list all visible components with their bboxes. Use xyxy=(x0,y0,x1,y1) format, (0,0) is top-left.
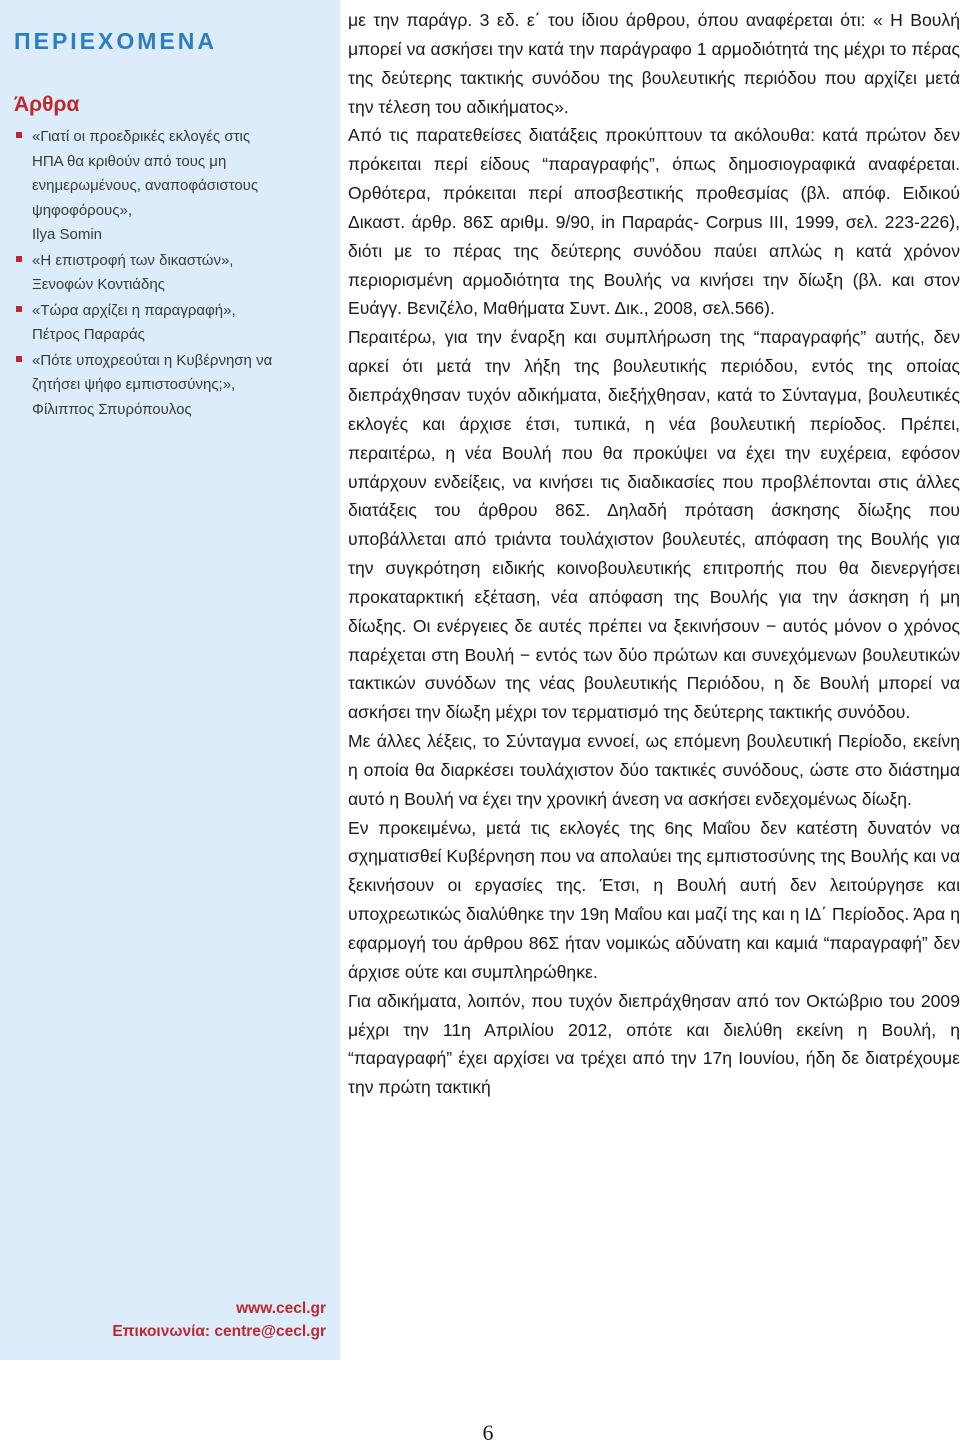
contact-email-link[interactable]: Επικοινωνία: centre@cecl.gr xyxy=(112,1323,326,1340)
article-body xyxy=(348,6,960,1102)
article-entry-spyropoulos[interactable] xyxy=(14,349,328,423)
article-title-line: «Γιατί οι προεδρικές εκλογές στις xyxy=(32,128,251,145)
article-title-line: «Η επιστροφή των δικαστών», xyxy=(32,251,234,269)
article-title-line: «Τώρα αρχίζει η παραγραφή», xyxy=(32,301,236,319)
articles-heading: Άρθρα xyxy=(14,93,80,116)
body-paragraph: Με άλλες λέξεις, το Σύνταγμα εννοεί, ως επόμενη βουλευτική Περίοδο, εκείνη η οποία θα διαρκέσει τουλάχιστον δύο τακτικές συνόδους, ώστε στο διάστημα αυτό η Βουλή να έχει την χρονική άνεση να ασκήσει ενδεχομένως δίωξη. xyxy=(348,731,960,809)
article-title-line: ενημερωμένους, αναποφάσιστους xyxy=(32,177,259,194)
article-entry-somin[interactable] xyxy=(14,125,328,248)
article-author: Ilya Somin xyxy=(32,226,103,243)
article-author: Ξενοφών Κοντιάδης xyxy=(32,276,165,293)
contents-sidebar xyxy=(0,0,340,1360)
website-link[interactable]: www.cecl.gr xyxy=(236,1300,326,1317)
article-title-line: ζητήσει ψήφο εμπιστοσύνης;», xyxy=(32,376,236,393)
article-entry-kontiadis[interactable] xyxy=(14,249,328,298)
square-bullet-icon xyxy=(16,306,22,312)
article-entry-pararas[interactable] xyxy=(14,299,328,348)
article-title-line: «Πότε υποχρεούται η Κυβέρνηση να xyxy=(32,351,273,369)
body-paragraph: Εν προκειμένω, μετά τις εκλογές της 6ης Μαΐου δεν κατέστη δυνατόν να σχηματισθεί Κυβέρνηση που να απολαύει της εμπιστοσύνης της Βουλής και να ξεκινήσουν οι εργασίες της. Έτσι, η Βουλή αυτή δεν λειτούργησε και υποχρεωτικώς διαλύθηκε την 19η Μαΐου και μαζί της και η ΙΔ΄ Περίοδος. Άρα η εφαρμογή του άρθρου 86Σ ήταν νομικώς αδύνατη και καμιά “παραγραφή” δεν άρχισε ούτε και συμπληρώθηκε. xyxy=(348,817,960,982)
body-paragraph: με την παράγρ. 3 εδ. ε΄ του ίδιου άρθρου, όπου αναφέρεται ότι: « Η Βουλή μπορεί να ασκήσει την κατά την παράγραφο 1 αρμοδιότητά της μέχρι το πέρας της δεύτερης τακτικής συνόδου της βουλευτικής περιόδου που αρχίζει μετά την τέλεση του αδικήματος». xyxy=(348,10,960,117)
square-bullet-icon xyxy=(16,256,22,262)
article-author: Φίλιππος Σπυρόπουλος xyxy=(32,400,192,418)
body-paragraph: Περαιτέρω, για την έναρξη και συμπλήρωση της “παραγραφής” αυτής, δεν αρκεί ότι μετά την λήξη της βουλευτικής περιόδου, εντός της οποίας διεπράχθησαν τυχόν αδικήματα, διεξήχθησαν, κατά το Σύνταγμα, βουλευτικές εκλογές και άρχισε έτσι, τυπικά, η νέα βουλευτική περίοδος. Πρέπει, περαιτέρω, η νέα Βουλή που θα προκύψει να έχει την ευχέρεια, εφόσον υπάρχουν ενδείξεις, να κινήσει τις διαδικασίες που προβλέπονται στις άλλες διατάξεις του άρθρου 86Σ. Δηλαδή πρόταση άσκησης δίωξης που υποβάλλεται από τριάντα τουλάχιστον βουλευτές, απόφαση της Βουλής για την συγκρότηση ειδικής κοινοβουλευτικής επιτροπής που θα διενεργήσει προκαταρκτική εξέταση, νέα απόφαση της Βουλής για την άσκηση ή μη δίωξης. Οι ενέργειες δε αυτές πρέπει να ξεκινήσουν − αυτός μόνον ο χρόνος παρέχεται στη Βουλή − εντός των δύο πρώτων και συνεχόμενων βουλευτικών τακτικών συνόδων της νέας βουλευτικής Περιόδου, η δε Βουλή μπορεί να ασκήσει την δίωξη μέχρι τον τερματισμό της δεύτερης τακτικής συνόδου. xyxy=(348,327,960,723)
body-paragraph: Για αδικήματα, λοιπόν, που τυχόν διεπράχθησαν από τον Οκτώβριο του 2009 μέχρι την 11η Απριλίου 2012, οπότε και διελύθη εκείνη η Βουλή, η “παραγραφή” έχει αρχίσει να τρέχει από την 17η Ιουνίου, ήδη δε διατρέχουμε την πρώτη τακτική xyxy=(348,990,960,1098)
article-title-line: ΗΠΑ θα κριθούν από τους μη xyxy=(32,152,227,170)
contents-heading: ΠΕΡΙΕΧΟΜΕΝΑ xyxy=(14,28,217,54)
article-author: Πέτρος Παραράς xyxy=(32,326,145,343)
square-bullet-icon xyxy=(16,356,22,362)
page-number: 6 xyxy=(482,1420,494,1445)
square-bullet-icon xyxy=(16,132,22,138)
body-paragraph: Από τις παρατεθείσες διατάξεις προκύπτουν τα ακόλουθα: κατά πρώτον δεν πρόκειται περί είδους “παραγραφής”, όπως δημοσιογραφικά αναφέρεται. Ορθότερα, πρόκειται περί αποσβεστικής προθεσμίας (βλ. απόφ. Ειδικού Δικαστ. άρθρ. 86Σ αριθμ. 9/90, in Παραράς- Corpus III, 1999, σελ. 223-226), διότι με το πέρας της δεύτερης συνόδου παύει απλώς η κατά χρόνον περιορισμένη αρμοδιότητα της Βουλής να κινήσει την δίωξη (βλ. και στον Ευάγγ. Βενιζέλο, Μαθήματα Συντ. Δικ., 2008, σελ.566). xyxy=(348,125,960,319)
articles-list xyxy=(14,125,328,422)
article-title-line: ψηφοφόρους», xyxy=(32,201,132,219)
